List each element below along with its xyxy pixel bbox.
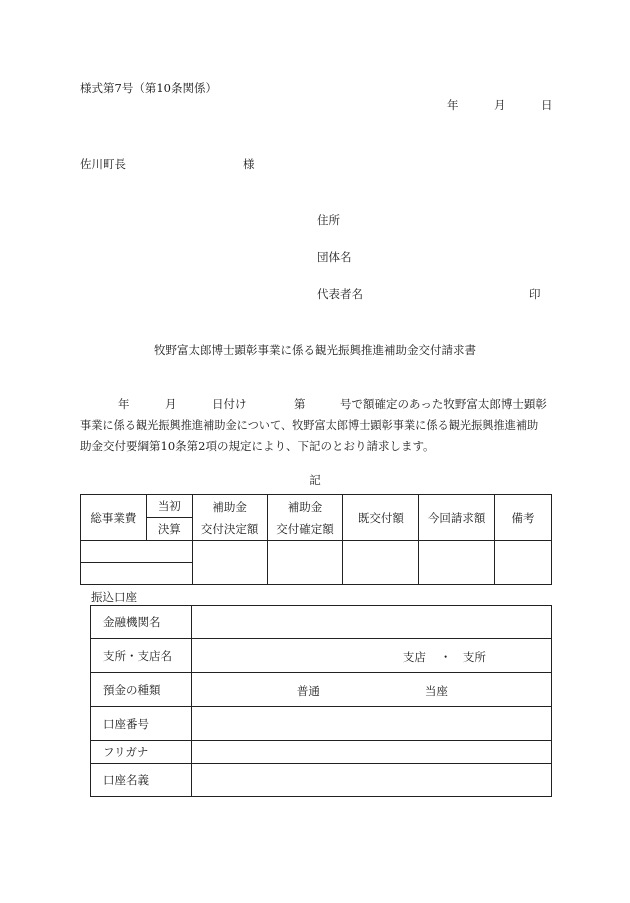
grant-decision-cell[interactable] [192,541,267,585]
remarks-cell[interactable] [495,541,552,585]
document-title: 牧野富太郎博士顕彰事業に係る観光振興推進補助金交付請求書 [154,343,476,357]
branch-separator: ・ [439,650,452,664]
institution-label: 金融機関名 [91,606,192,639]
ki-label: 記 [309,473,321,487]
seal-mark: 印 [529,287,541,301]
grant-confirmed-cell[interactable] [267,541,343,585]
body-month: 月 [165,397,177,411]
header-this-request: 今回請求額 [419,495,495,541]
header-remarks: 備考 [495,495,552,541]
body-line2: 事業に係る観光振興推進補助金について、牧野富太郎博士顕彰事業に係る観光振興推進補助 [80,419,539,432]
date-year: 年 [447,98,459,112]
header-grant-confirmed: 補助金 交付確定額 [267,495,343,541]
bank-section-label: 振込口座 [91,590,137,604]
account-number-value[interactable] [191,707,551,741]
body-year: 年 [118,397,130,411]
already-paid-cell[interactable] [343,541,419,585]
account-type-value[interactable] [191,673,551,707]
account-type-label: 預金の種類 [91,673,192,707]
addressee-honorific: 様 [243,157,255,171]
institution-value[interactable] [191,606,551,639]
body-dai: 第 [294,397,306,411]
body-date: 日付け [212,397,247,411]
form-number: 様式第7号（第10条関係） [80,81,217,95]
bank-table [90,605,552,797]
body-line1-rest: 号で額確定のあった牧野富太郎博士顕彰 [340,397,547,411]
branch-label: 支所・支店名 [91,639,192,673]
branch-option-shisho: 支所 [462,650,486,664]
furigana-value[interactable] [191,741,551,764]
header-initial: 当初 [146,495,192,518]
date-day: 日 [541,98,553,112]
branch-option-shiten: 支店 [402,650,426,664]
total-cost-settlement-cell[interactable] [81,563,193,585]
total-cost-initial-cell[interactable] [81,541,193,563]
header-total-cost: 総事業費 [81,495,147,541]
account-holder-label: 口座名義 [91,764,192,797]
header-settlement: 決算 [146,518,192,541]
this-request-cell[interactable] [419,541,495,585]
branch-value[interactable] [191,639,551,673]
representative-label: 代表者名 [317,287,363,301]
address-label: 住所 [317,213,340,227]
addressee-name: 佐川町長 [80,157,126,171]
furigana-label: フリガナ [91,741,192,764]
account-type-futsu: 普通 [296,684,320,698]
body-line3: 助金交付要綱第10条第2項の規定により、下記のとおり請求します。 [80,439,435,453]
header-grant-decision: 補助金 交付決定額 [192,495,267,541]
account-type-toza: 当座 [424,684,448,698]
group-label: 団体名 [317,250,352,264]
account-number-label: 口座番号 [91,707,192,741]
header-already-paid: 既交付額 [343,495,419,541]
amount-table [80,494,552,585]
account-holder-value[interactable] [191,764,551,797]
date-month: 月 [494,98,506,112]
